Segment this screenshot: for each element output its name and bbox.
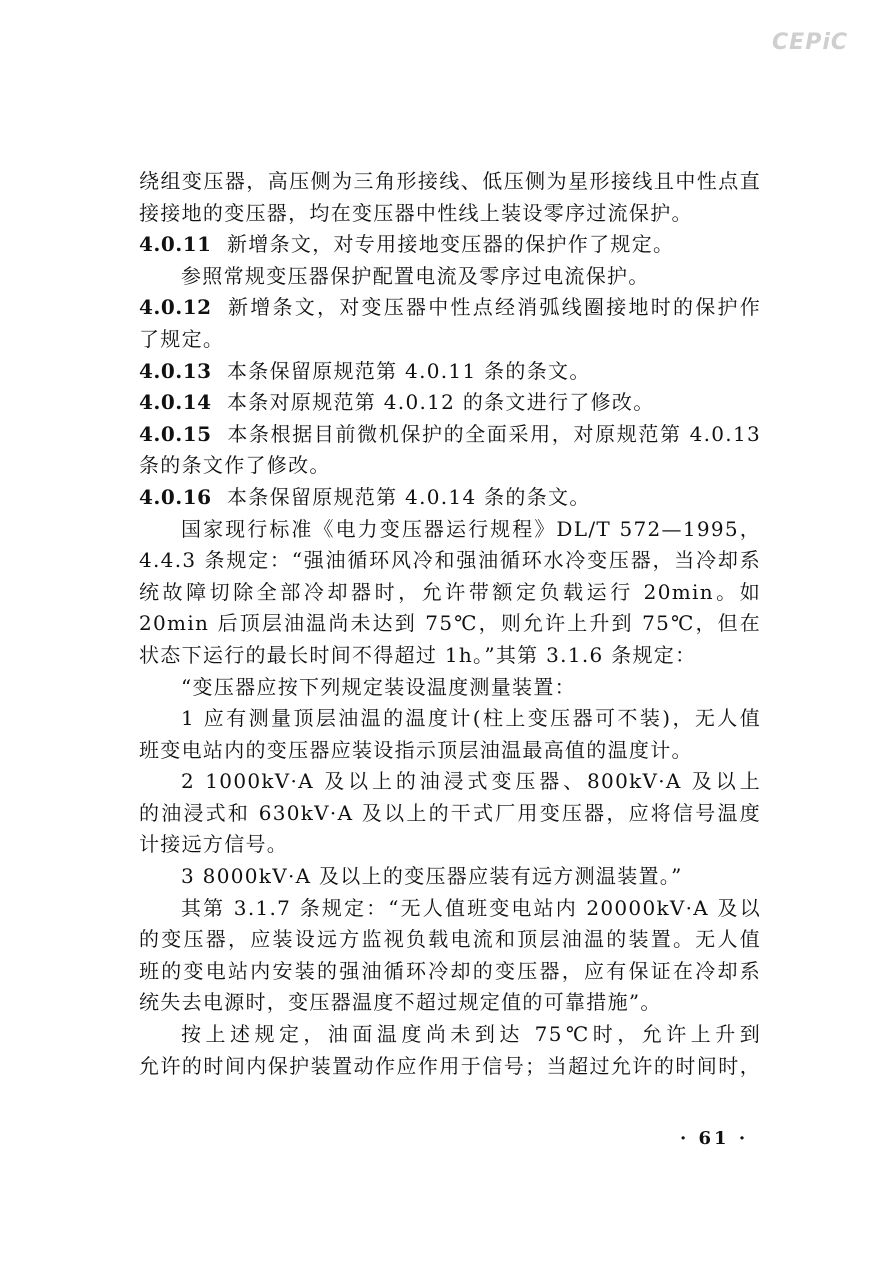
line-text: 状态下运行的最长时间不得超过 1h。”其第 3.1.6 条规定：: [139, 642, 697, 667]
clause-line: [139, 419, 761, 451]
clause-number: 4.0.12: [139, 295, 212, 320]
paragraph-line: [139, 798, 761, 830]
body-text: [139, 166, 761, 1082]
paragraph-line: [139, 1051, 761, 1083]
paragraph-line: [139, 766, 761, 798]
paragraph-line: [139, 545, 761, 577]
line-text: 参照常规变压器保护配置电流及零序过电流保护。: [181, 263, 650, 288]
line-text: 新增条文，对专用接地变压器的保护作了规定。: [227, 232, 675, 257]
line-text: 3 8000kV·A 及以上的变压器应装有远方测温装置。”: [181, 864, 683, 889]
line-text: 20min 后顶层油温尚未达到 75℃，则允许上升到 75℃，但在: [139, 611, 761, 636]
line-text: 本条保留原规范第 4.0.14 条的条文。: [227, 484, 591, 509]
line-text: 绕组变压器，高压侧为三角形接线、低压侧为星形接线且中性点直: [139, 169, 761, 193]
line-text: 1 应有测量顶层油温的温度计(柱上变压器可不装)，无人值: [181, 706, 761, 731]
paragraph-line: [139, 672, 761, 704]
clause-number: 4.0.11: [139, 232, 212, 257]
paragraph-line: [139, 861, 761, 893]
clause-line: [139, 482, 761, 514]
line-text: 2 1000kV·A 及以上的油浸式变压器、800kV·A 及以上: [181, 769, 761, 794]
clause-line: [139, 387, 761, 419]
paragraph-line: [139, 166, 761, 198]
paragraph-line: [139, 987, 761, 1019]
paragraph-line: [139, 261, 761, 293]
line-text: 了规定。: [139, 326, 225, 351]
page-number: · 61 ·: [680, 1128, 749, 1149]
paragraph-line: [139, 735, 761, 767]
paragraph-line: [139, 514, 761, 546]
line-text: 统失去电源时，变压器温度不超过规定值的可靠措施”。: [139, 990, 662, 1015]
line-text: 4.4.3 条规定：“强油循环风冷和强油循环水冷变压器，当冷却系: [139, 548, 761, 573]
line-text: 按上述规定，油面温度尚未到达 75℃时，允许上升到: [181, 1022, 761, 1047]
clause-number: 4.0.15: [139, 421, 212, 446]
paragraph-line: [139, 893, 761, 925]
paragraph-line: [139, 324, 761, 356]
paragraph-line: [139, 829, 761, 861]
clause-number: 4.0.14: [139, 390, 212, 415]
paragraph-line: [139, 450, 761, 482]
line-text: 本条对原规范第 4.0.12 的条文进行了修改。: [227, 390, 655, 415]
publisher-watermark: CEPiC: [772, 30, 848, 55]
clause-number: 4.0.16: [139, 484, 212, 509]
clause-number: 4.0.13: [139, 358, 212, 383]
line-text: 新增条文，对变压器中性点经消弧线圈接地时的保护作: [227, 295, 761, 320]
clause-line: [139, 356, 761, 388]
line-text: 允许的时间内保护装置动作应作用于信号；当超过允许的时间时，: [139, 1053, 761, 1078]
line-text: 统故障切除全部冷却器时，允许带额定负载运行 20min。如: [139, 579, 761, 604]
line-text: 本条根据目前微机保护的全面采用，对原规范第 4.0.13: [227, 421, 761, 446]
paragraph-line: [139, 924, 761, 956]
line-text: 班变电站内的变压器应装设指示顶层油温最高值的温度计。: [139, 737, 693, 762]
line-text: “变压器应按下列规定装设温度测量装置：: [181, 674, 576, 699]
paragraph-line: [139, 956, 761, 988]
line-text: 计接远方信号。: [139, 832, 289, 857]
line-text: 本条保留原规范第 4.0.11 条的条文。: [227, 358, 591, 383]
line-text: 班的变电站内安装的强油循环冷却的变压器，应有保证在冷却系: [139, 958, 761, 983]
clause-line: [139, 292, 761, 324]
paragraph-line: [139, 608, 761, 640]
line-text: 的油浸式和 630kV·A 及以上的干式厂用变压器，应将信号温度: [139, 800, 761, 825]
line-text: 其第 3.1.7 条规定：“无人值班变电站内 20000kV·A 及以: [181, 895, 761, 920]
paragraph-line: [139, 703, 761, 735]
paragraph-line: [139, 640, 761, 672]
line-text: 的变压器，应装设远方监视负载电流和顶层油温的装置。无人值: [139, 927, 761, 952]
clause-line: [139, 229, 761, 261]
line-text: 条的条文作了修改。: [139, 453, 331, 478]
line-text: 国家现行标准《电力变压器运行规程》DL/T 572—1995，: [181, 516, 761, 541]
paragraph-line: [139, 577, 761, 609]
paragraph-line: [139, 198, 761, 230]
line-text: 接接地的变压器，均在变压器中性线上装设零序过流保护。: [139, 200, 693, 225]
paragraph-line: [139, 1019, 761, 1051]
